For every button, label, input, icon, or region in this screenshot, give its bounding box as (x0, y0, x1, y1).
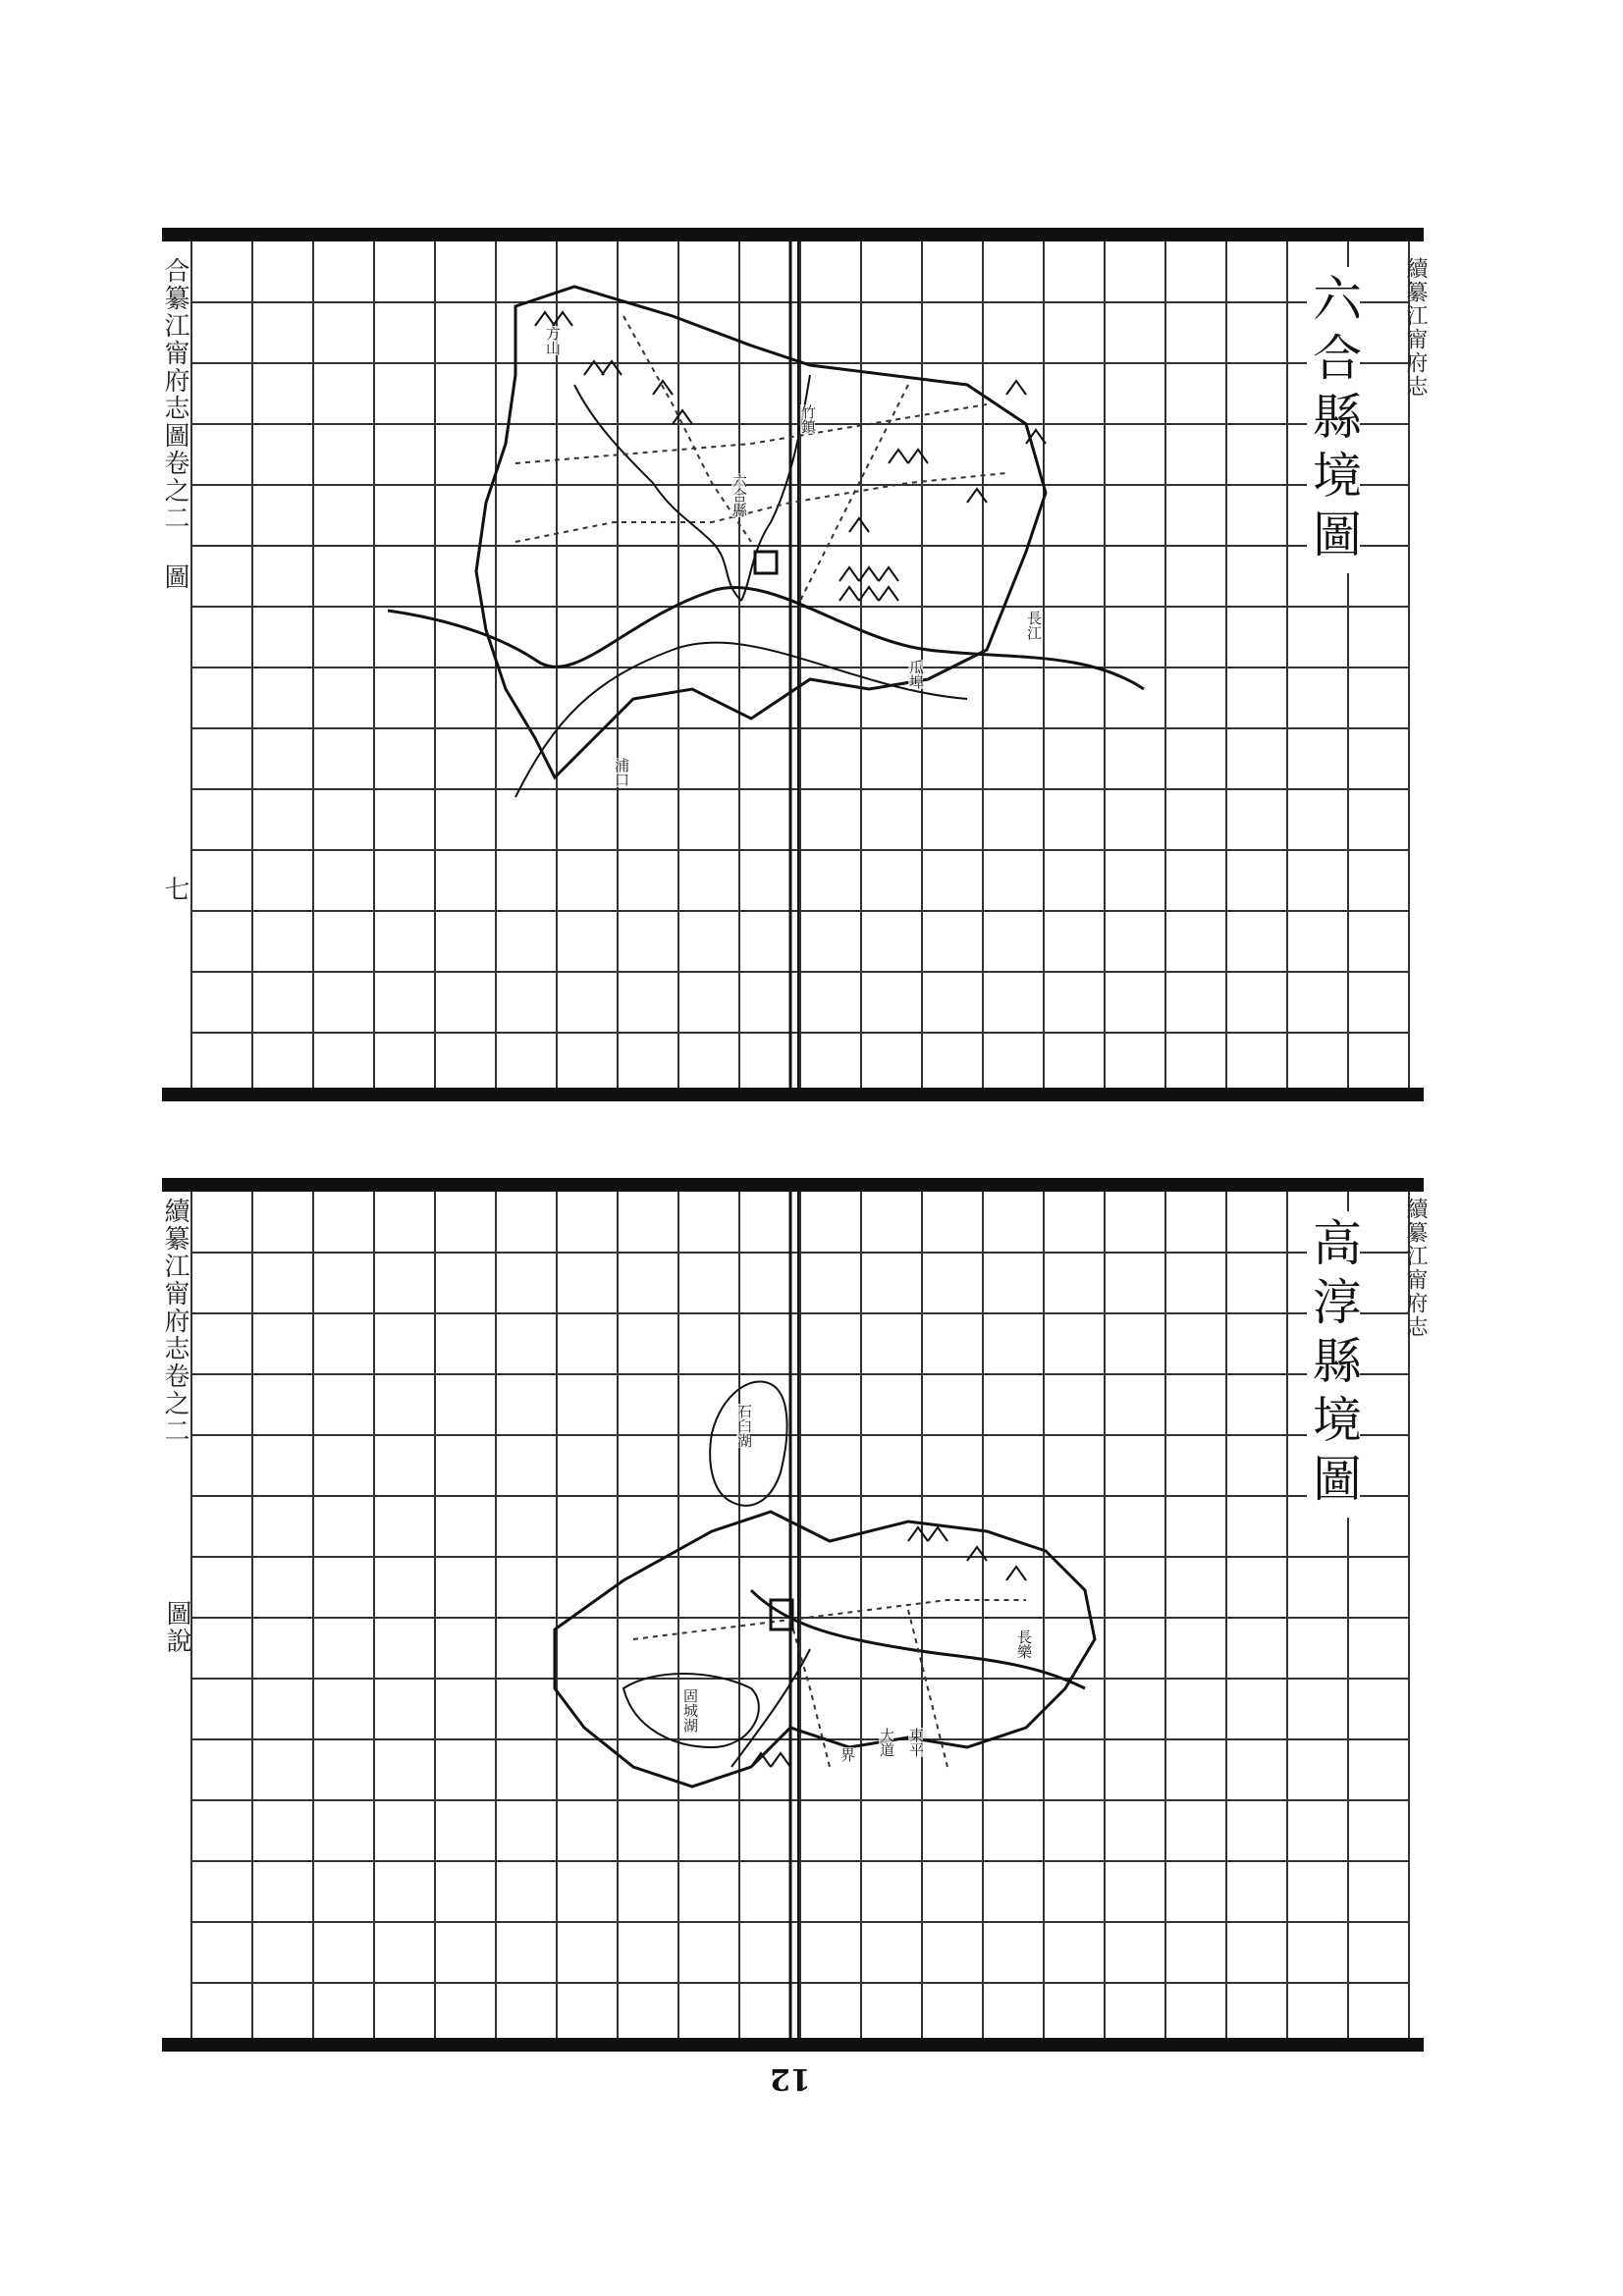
map-panel-bottom (160, 1178, 1428, 2052)
left-margin-text-bottom: 續纂江甯府志卷之二 (160, 1198, 189, 1445)
right-margin-text-top: 續纂江甯府志 (1403, 257, 1428, 399)
map-label: 界 (839, 1747, 856, 1762)
map-label: 長樂 (1015, 1629, 1033, 1659)
left-margin-number-top: 七 (160, 876, 189, 903)
county-seat-marker-top (755, 552, 777, 573)
page-number: 12 (770, 2061, 811, 2096)
map-label: 東平 (907, 1728, 925, 1757)
map-grid-bottom (162, 1178, 1428, 2052)
map-label: 浦口 (613, 758, 630, 787)
map-label: 長江 (1025, 611, 1043, 640)
map-label: 六合縣 (730, 473, 748, 517)
map-label: 石臼湖 (735, 1404, 753, 1448)
left-margin-text-top: 合纂江甯府志圖卷之二 圖 (160, 257, 189, 591)
map-label: 固城湖 (681, 1688, 699, 1733)
map-label: 竹鎮 (799, 404, 817, 434)
map-panel-top (160, 228, 1428, 1101)
right-margin-text-bottom: 續纂江甯府志 (1403, 1198, 1428, 1339)
map-grid-top (162, 228, 1428, 1101)
map-title-bottom: 高淳縣境圖 (1307, 1211, 1360, 1518)
map-label: 大道 (878, 1728, 895, 1757)
map-title-top: 六合縣境圖 (1307, 267, 1360, 573)
map-label: 瓜埠 (907, 660, 925, 689)
map-label: 方山 (544, 326, 562, 355)
left-margin-tail-bottom: 圖說 (162, 1600, 191, 1655)
